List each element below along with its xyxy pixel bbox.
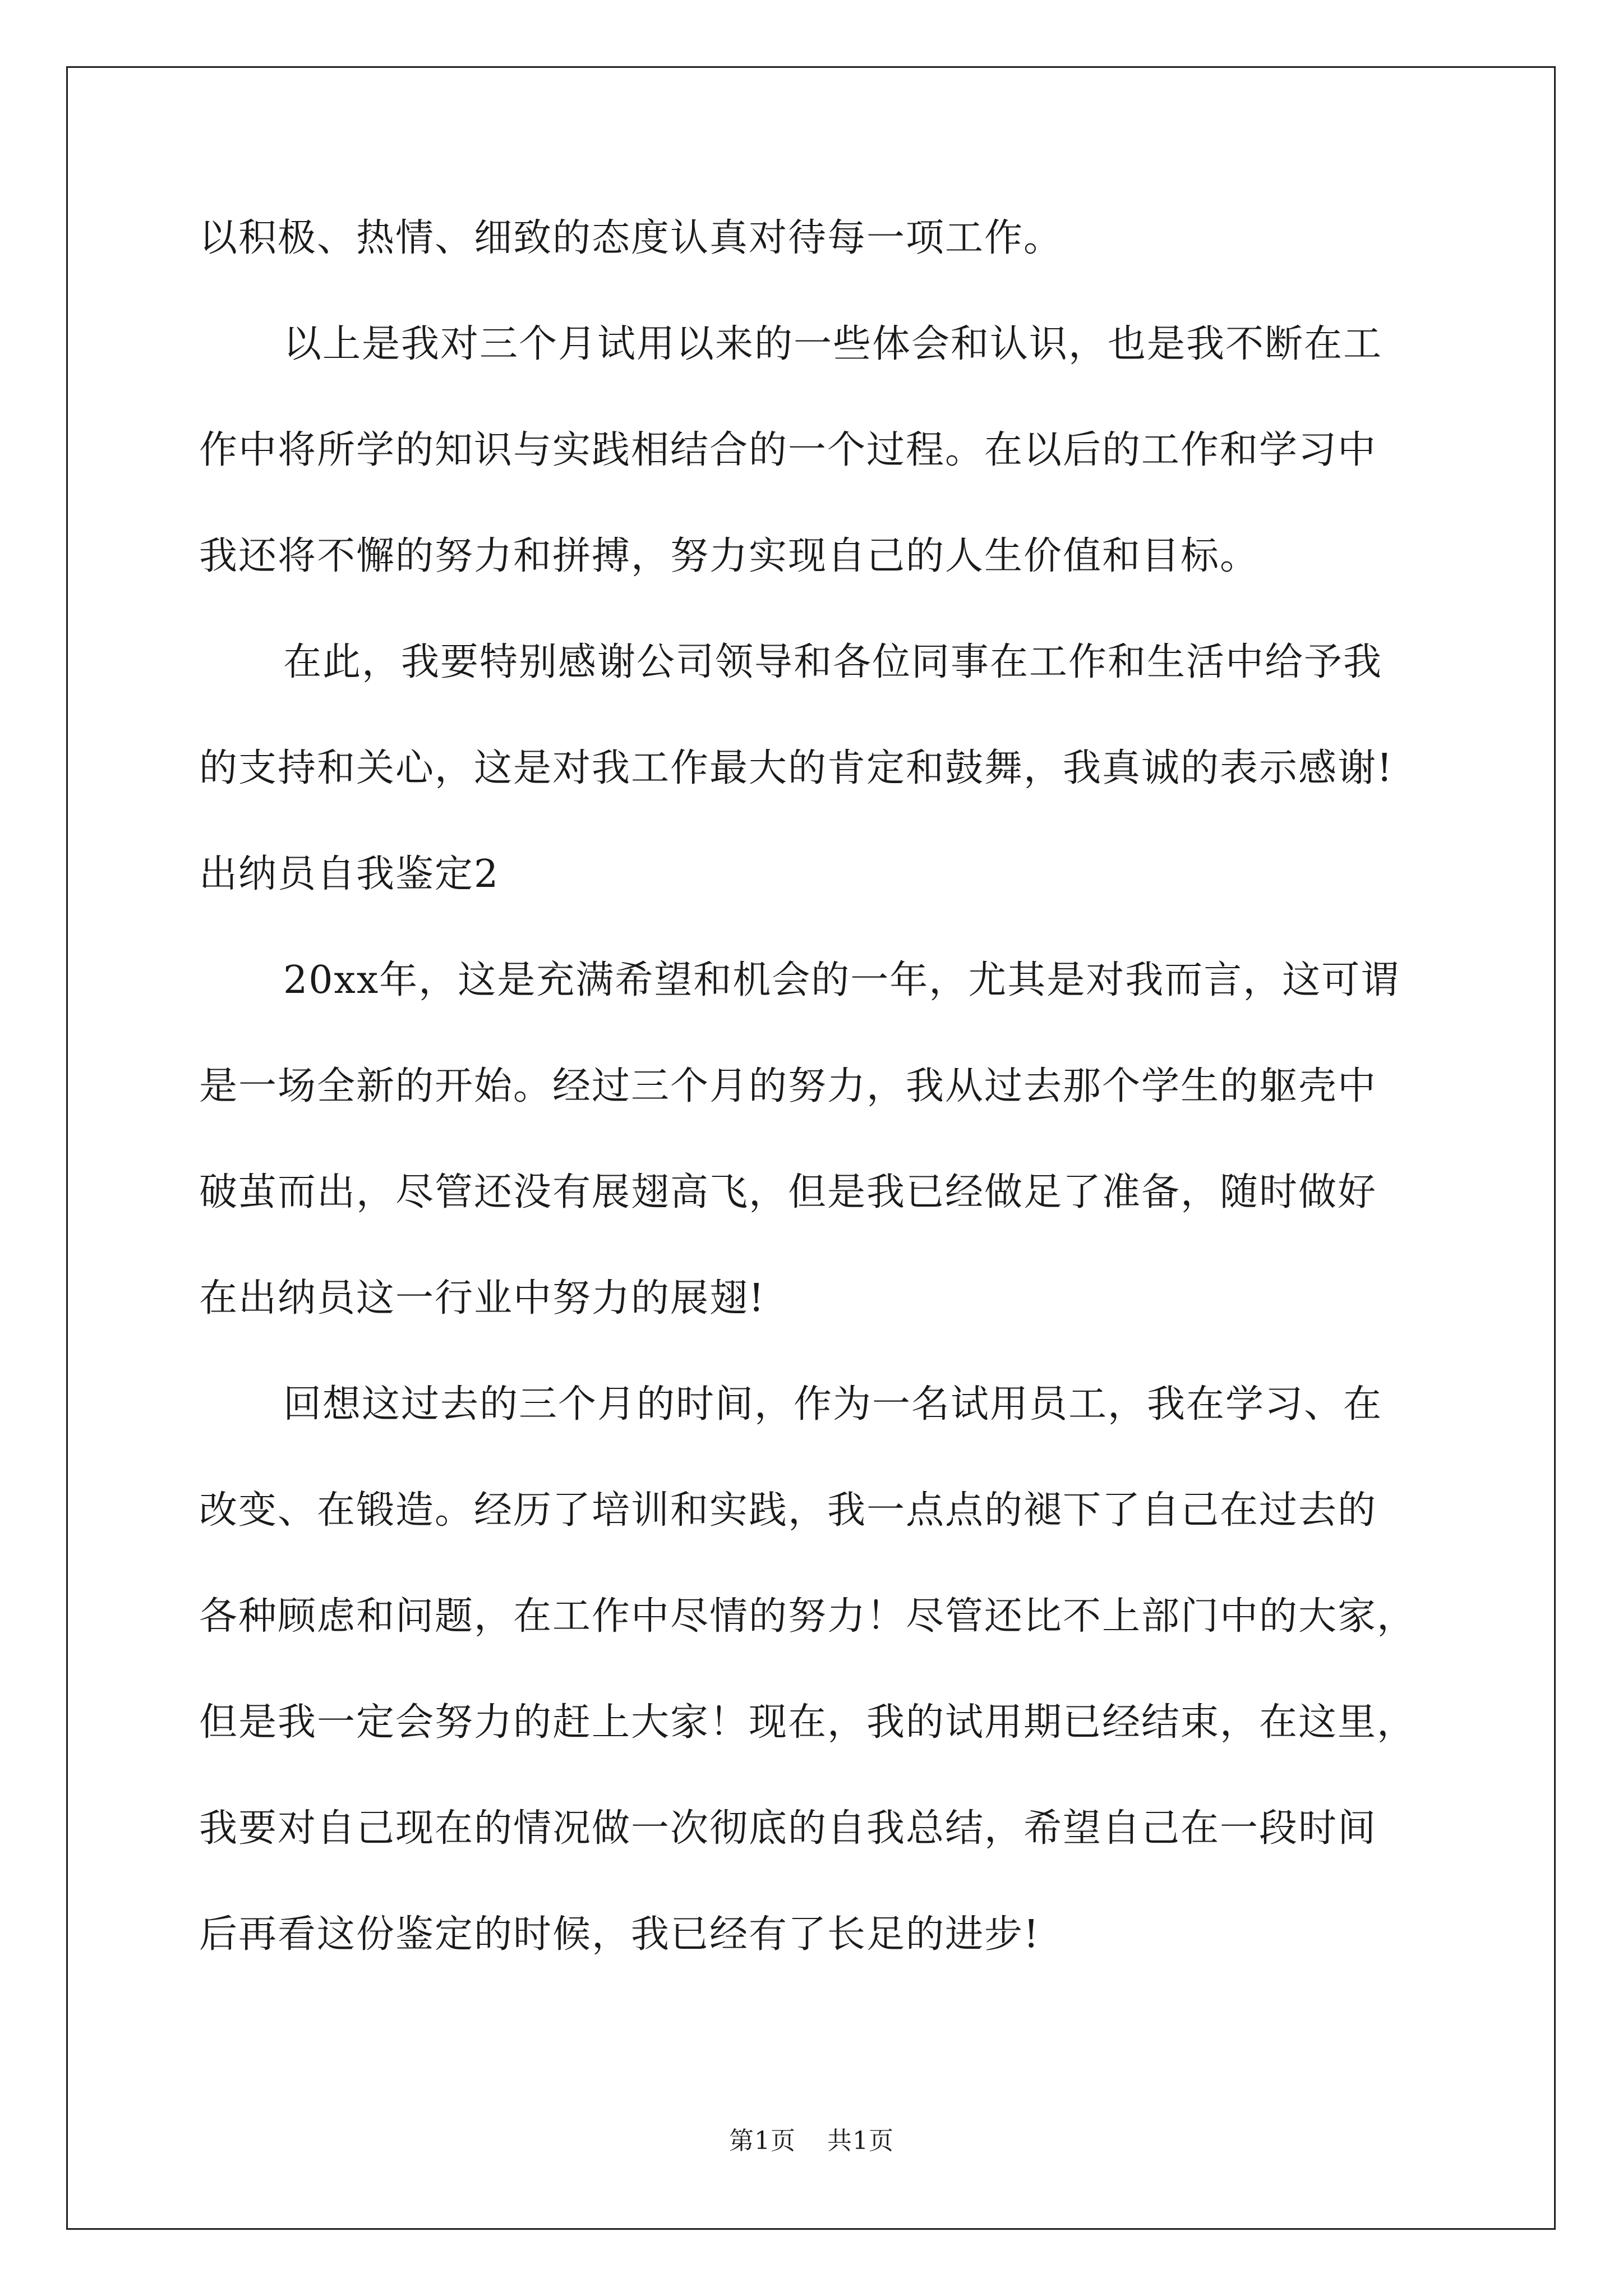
document-body: [199, 185, 1427, 1987]
text-line-5: 在此，我要特别感谢公司领导和各位同事在工作和生活中给予我: [283, 640, 1383, 684]
text-line-13: 改变、在锻造。经历了培训和实践，我一点点的褪下了自己在过去的: [199, 1488, 1377, 1533]
page-total: 共1页: [827, 2127, 894, 2155]
text-line-12: 回想这过去的三个月的时间，作为一名试用员工，我在学习、在: [283, 1382, 1383, 1427]
text-line-17: 后再看这份鉴定的时候，我已经有了长足的进步!: [199, 1912, 1040, 1957]
page-number: 第1页: [729, 2127, 796, 2155]
text-line-16: 我要对自己现在的情况做一次彻底的自我总结，希望自己在一段时间: [199, 1806, 1377, 1851]
text-line-1: 以积极、热情、细致的态度认真对待每一项工作。: [199, 216, 1063, 260]
text-line-15: 但是我一定会努力的赶上大家！现在，我的试用期已经结束，在这里，: [199, 1700, 1417, 1745]
section-heading: 出纳员自我鉴定2: [199, 852, 500, 896]
text-line-9: 是一场全新的开始。经过三个月的努力，我从过去那个学生的躯壳中: [199, 1064, 1377, 1108]
text-line-11: 在出纳员这一行业中努力的展翅!: [199, 1276, 766, 1320]
text-line-6: 的支持和关心，这是对我工作最大的肯定和鼓舞，我真诚的表示感谢!: [199, 746, 1394, 790]
text-line-8: 20xx年，这是充满希望和机会的一年，尤其是对我而言，这可谓: [283, 958, 1400, 1002]
text-line-2: 以上是我对三个月试用以来的一些体会和认识，也是我不断在工: [283, 322, 1383, 366]
text-line-10: 破茧而出，尽管还没有展翅高飞，但是我已经做足了准备，随时做好: [199, 1170, 1377, 1214]
text-line-14: 各种顾虑和问题，在工作中尽情的努力！尽管还比不上部门中的大家，: [199, 1594, 1417, 1639]
text-line-4: 我还将不懈的努力和拼搏，努力实现自己的人生价值和目标。: [199, 534, 1260, 578]
page-footer: [0, 2120, 1623, 2156]
text-line-3: 作中将所学的知识与实践相结合的一个过程。在以后的工作和学习中: [199, 428, 1377, 472]
